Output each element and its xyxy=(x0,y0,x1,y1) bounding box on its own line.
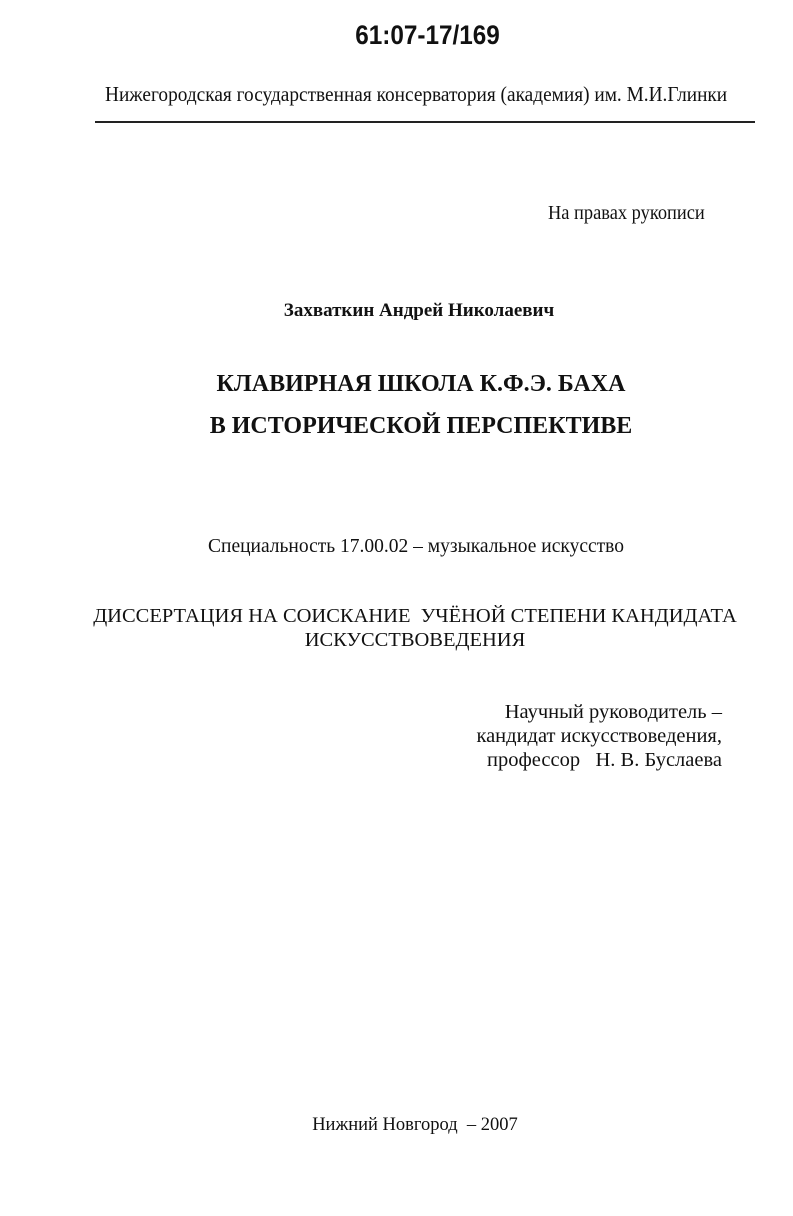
specialty: Специальность 17.00.02 – музыкальное искусство xyxy=(208,536,624,557)
author-name: Захваткин Андрей Николаевич xyxy=(283,300,555,321)
title-line-2: В ИСТОРИЧЕСКОЙ ПЕРСПЕКТИВЕ xyxy=(209,413,633,439)
header-divider xyxy=(95,121,755,123)
rights-note: На правах рукописи xyxy=(548,202,705,224)
degree-line-1: ДИССЕРТАЦИЯ НА СОИСКАНИЕ УЧЁНОЙ СТЕПЕНИ КАНДИДАТА xyxy=(93,605,737,627)
title-line-1: КЛАВИРНАЯ ШКОЛА К.Ф.Э. БАХА xyxy=(216,371,626,397)
supervisor-line-3: профессор Н. В. Буслаева xyxy=(487,749,722,771)
supervisor-line-1: Научный руководитель – xyxy=(504,701,722,723)
supervisor-line-2: кандидат искусствоведения, xyxy=(476,725,722,747)
degree-line-2: ИСКУССТВОВЕДЕНИЯ xyxy=(304,629,526,651)
place-and-year: Нижний Новгород – 2007 xyxy=(312,1115,518,1135)
registry-code: 61:07-17/169 xyxy=(355,20,500,50)
institution-name: Нижегородская государственная консерватория (академия) им. М.И.Глинки xyxy=(105,82,728,106)
